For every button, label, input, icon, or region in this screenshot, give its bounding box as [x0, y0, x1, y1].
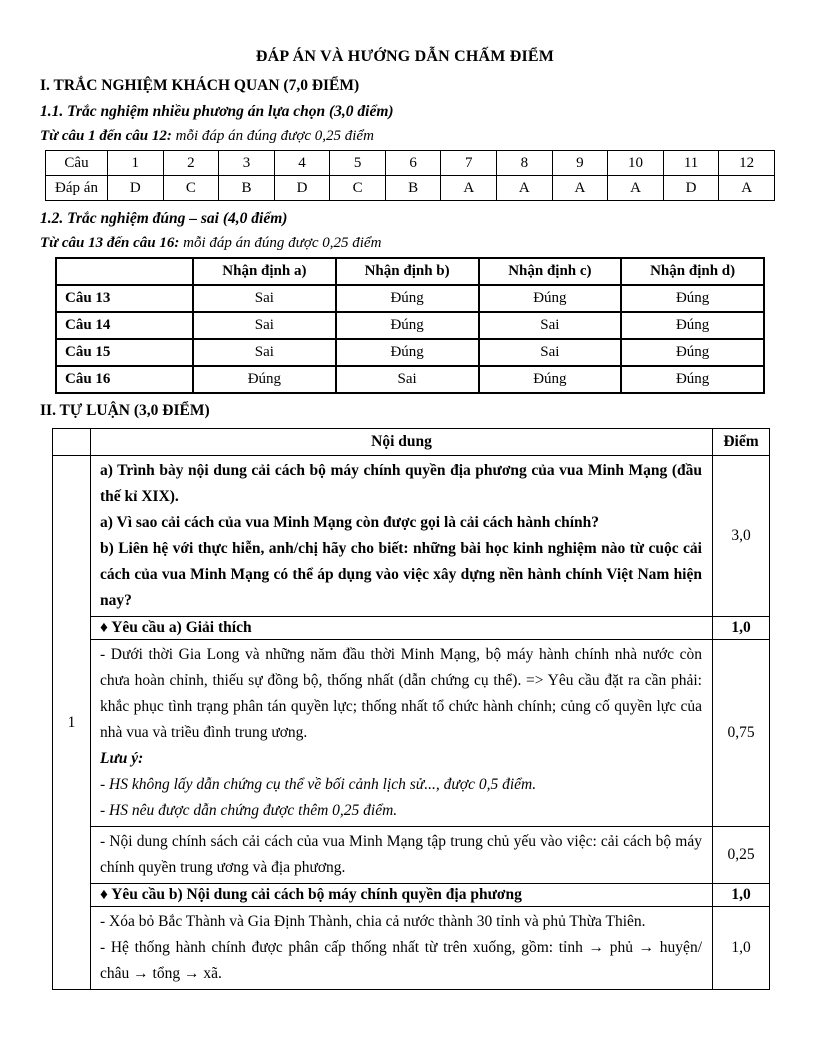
mc-answer: A: [441, 176, 497, 201]
tf-value: Đúng: [336, 339, 479, 366]
essay-reform-content-cell: [91, 907, 713, 990]
tf-row-label: Câu 14: [56, 312, 193, 339]
mc-scoring-note: [40, 128, 770, 145]
essay-explanation-text: - Dưới thời Gia Long và những năm đầu thời Minh Mạng, bộ máy hành chính nhà nước còn chưa hoàn chỉnh, thiếu sự đồng bộ, thống nhất (dẫn chứng cụ thể). => Yêu cầu đặt ra cần phải: khắc phục tình trạng phân tán quyền lực; thống nhất tổ chức hành chính; củng cố quyền lực của nhà vua và triều đình trung ương.: [100, 646, 702, 741]
tf-corner-cell: [56, 258, 193, 285]
mc-row-label: Câu: [46, 151, 108, 176]
mc-question-number: 8: [497, 151, 553, 176]
mc-answer: D: [663, 176, 719, 201]
mc-question-number: 3: [219, 151, 275, 176]
table-row: [53, 907, 770, 990]
essay-score-header: Điểm: [713, 429, 770, 456]
mc-answer: A: [719, 176, 775, 201]
mc-question-number: 10: [608, 151, 664, 176]
tf-header: Nhận định a): [193, 258, 336, 285]
essay-question-line: a) Vì sao cải cách của vua Minh Mạng còn được gọi là cải cách hành chính?: [100, 514, 599, 531]
tf-row-label: Câu 13: [56, 285, 193, 312]
tf-value: Sai: [336, 366, 479, 393]
essay-reform-line: - Xóa bỏ Bắc Thành và Gia Định Thành, chia cả nước thành 30 tỉnh và phủ Thừa Thiên.: [100, 913, 646, 930]
essay-reform-line: - Hệ thống hành chính được phân cấp thống nhất từ trên xuống, gồm: tỉnh → phủ → huyện/ châu → tổng → xã.: [100, 939, 702, 982]
table-row: [56, 366, 764, 393]
mc-question-number: 4: [274, 151, 330, 176]
essay-explanation-cell: [91, 640, 713, 827]
tf-header: Nhận định b): [336, 258, 479, 285]
tf-note-lead: Từ câu 13 đến câu 16:: [40, 235, 180, 251]
mc-answer: A: [497, 176, 553, 201]
section1-2-heading: 1.2. Trắc nghiệm đúng – sai (4,0 điểm): [40, 210, 288, 227]
tf-header: Nhận định d): [621, 258, 764, 285]
essay-question-number: 1: [53, 456, 91, 990]
tf-value: Sai: [193, 339, 336, 366]
score-value: 1,0: [713, 907, 770, 990]
score-value: 3,0: [713, 456, 770, 617]
tf-value: Đúng: [336, 285, 479, 312]
mc-question-number: 2: [163, 151, 219, 176]
mc-answer: C: [163, 176, 219, 201]
mc-note-lead: Từ câu 1 đến câu 12:: [40, 128, 172, 144]
tf-value: Đúng: [621, 312, 764, 339]
tf-value: Đúng: [479, 285, 622, 312]
tf-value: Sai: [193, 312, 336, 339]
essay-requirement-b: ♦ Yêu cầu b) Nội dung cải cách bộ máy chính quyền địa phương: [91, 884, 713, 907]
mc-answer: A: [608, 176, 664, 201]
tf-answer-table: [55, 257, 765, 394]
mc-answer-table: [45, 150, 775, 201]
essay-rubric-table: [52, 428, 770, 990]
table-row: [56, 285, 764, 312]
mc-question-number: 11: [663, 151, 719, 176]
tf-row-label: Câu 15: [56, 339, 193, 366]
tf-row-label: Câu 16: [56, 366, 193, 393]
section1-heading: I. TRẮC NGHIỆM KHÁCH QUAN (7,0 ĐIỂM): [40, 77, 360, 94]
essay-note-heading: Lưu ý:: [100, 750, 144, 767]
mc-note-rest: mỗi đáp án đúng được 0,25 điểm: [171, 128, 374, 144]
table-row: [53, 429, 770, 456]
mc-answer: B: [385, 176, 441, 201]
table-row: [56, 312, 764, 339]
tf-value: Đúng: [336, 312, 479, 339]
table-row: [46, 176, 775, 201]
tf-value: Đúng: [621, 339, 764, 366]
essay-requirement-a: ♦ Yêu cầu a) Giải thích: [91, 617, 713, 640]
tf-value: Đúng: [621, 366, 764, 393]
mc-question-number: 9: [552, 151, 608, 176]
essay-note-line: - HS nêu được dẫn chứng được thêm 0,25 điểm.: [100, 802, 398, 819]
table-row: [53, 827, 770, 884]
essay-policy-text: - Nội dung chính sách cải cách của vua Minh Mạng tập trung chủ yếu vào việc: cải cách bộ máy chính quyền trung ương và địa phương.: [100, 833, 702, 876]
mc-answer: A: [552, 176, 608, 201]
table-row: [53, 456, 770, 617]
tf-value: Đúng: [621, 285, 764, 312]
tf-value: Đúng: [479, 366, 622, 393]
section2-heading: II. TỰ LUẬN (3,0 ĐIỂM): [40, 402, 210, 419]
score-value: 1,0: [713, 884, 770, 907]
mc-question-number: 12: [719, 151, 775, 176]
essay-question-line: b) Liên hệ với thực hiễn, anh/chị hãy cho biết: những bài học kinh nghiệm nào từ cuộc cải cách của vua Minh Mạng có thể áp dụng vào việc xây dựng nền hành chính Việt Nam hiện nay?: [100, 540, 702, 609]
essay-question-cell: [91, 456, 713, 617]
tf-value: Sai: [193, 285, 336, 312]
mc-answer: D: [108, 176, 164, 201]
tf-value: Sai: [479, 312, 622, 339]
essay-corner-cell: [53, 429, 91, 456]
page-title: ĐÁP ÁN VÀ HƯỚNG DẪN CHẤM ĐIỂM: [255, 48, 555, 65]
essay-question-line: a) Trình bày nội dung cải cách bộ máy chính quyền địa phương của vua Minh Mạng (đầu thế kỉ XIX).: [100, 462, 702, 505]
table-row: [53, 884, 770, 907]
table-row: [56, 339, 764, 366]
tf-note-rest: mỗi đáp án đúng được 0,25 điểm: [179, 235, 382, 251]
table-row: [46, 151, 775, 176]
essay-policy-cell: [91, 827, 713, 884]
tf-header: Nhận định c): [479, 258, 622, 285]
mc-row-label: Đáp án: [46, 176, 108, 201]
table-row: [56, 258, 764, 285]
table-row: [53, 640, 770, 827]
mc-question-number: 6: [385, 151, 441, 176]
tf-scoring-note: [40, 235, 770, 252]
mc-answer: B: [219, 176, 275, 201]
section1-1-heading: 1.1. Trắc nghiệm nhiều phương án lựa chọn (3,0 điểm): [40, 103, 394, 120]
mc-answer: D: [274, 176, 330, 201]
score-value: 1,0: [713, 617, 770, 640]
essay-content-header: Nội dung: [91, 429, 713, 456]
score-value: 0,75: [713, 640, 770, 827]
mc-question-number: 7: [441, 151, 497, 176]
mc-answer: C: [330, 176, 386, 201]
essay-note-line: - HS không lấy dẫn chứng cụ thể về bối cảnh lịch sử..., được 0,5 điểm.: [100, 776, 537, 793]
tf-value: Đúng: [193, 366, 336, 393]
table-row: [53, 617, 770, 640]
mc-question-number: 1: [108, 151, 164, 176]
mc-question-number: 5: [330, 151, 386, 176]
score-value: 0,25: [713, 827, 770, 884]
tf-value: Sai: [479, 339, 622, 366]
